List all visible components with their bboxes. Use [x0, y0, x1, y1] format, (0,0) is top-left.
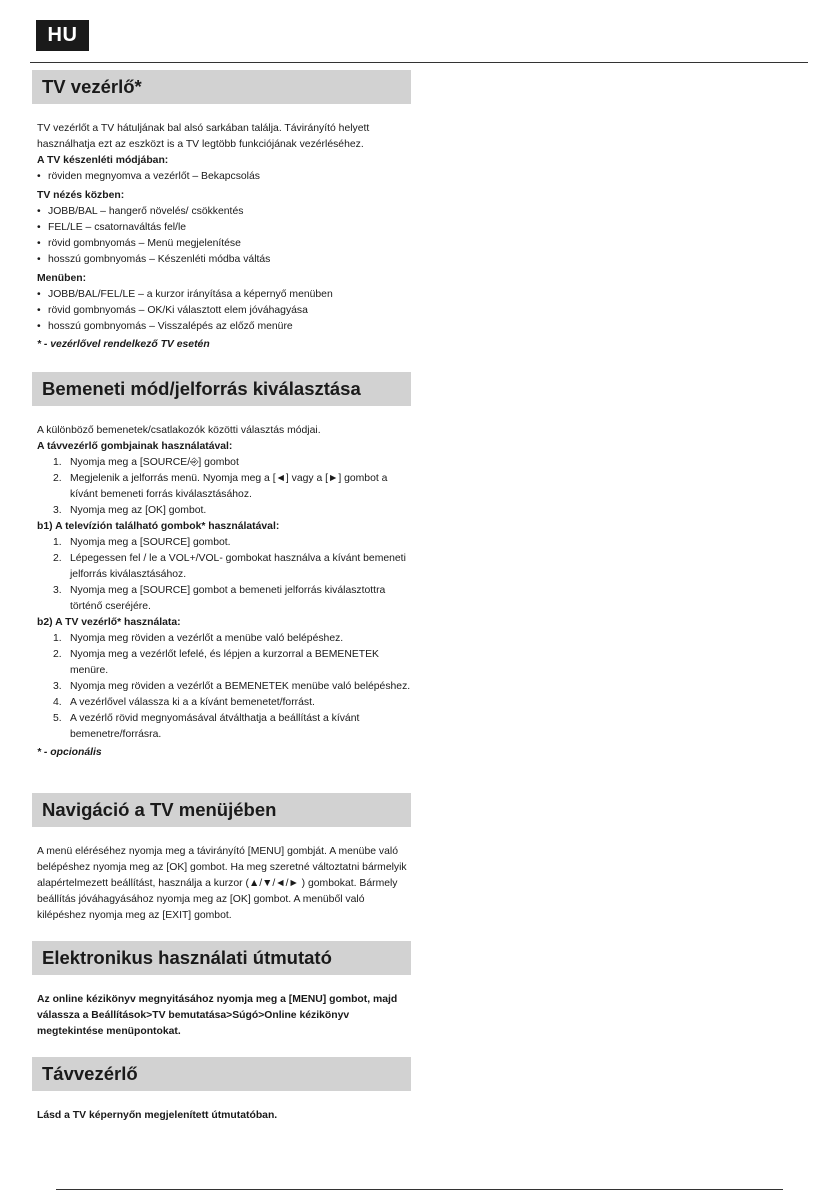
footnote: * - opcionális: [37, 747, 102, 758]
paragraph: TV vezérlőt a TV hátuljának bal alsó sarkában találja. Távirányító helyett használhatja ezt az eszközt is a TV legtöbb funkciójának vezérléséhez.: [37, 123, 370, 150]
section-title-menu-navigation: Navigáció a TV menüjében: [32, 793, 411, 827]
list-item: • rövid gombnyomás – OK/Ki választott elem jóváhagyása: [37, 303, 411, 319]
list-item: 3. Nyomja meg röviden a vezérlőt a BEMENETEK menübe való belépéshez.: [53, 681, 411, 692]
footnote: * - vezérlővel rendelkező TV esetén: [37, 339, 210, 350]
paragraph: Lásd a TV képernyőn megjelenített útmutatóban.: [37, 1110, 278, 1121]
list-item: • rövid gombnyomás – Menü megjelenítése: [37, 236, 411, 252]
paragraph: A menü eléréséhez nyomja meg a távirányító [MENU] gombját. A menübe való belépéshez nyomja meg az [OK] gombot. Ha meg szeretné változtatni bármelyik alapértelmezett beállítást, használja a kurzor (▲/▼/◄/► ) gombokat. Bármely beállítás jóváhagyásához nyomja meg az [OK] gombot. A menüből való kilépéshez nyomja meg az [EXIT] gombot.: [37, 846, 407, 921]
section-title-input-source: Bemeneti mód/jelforrás kiválasztása: [32, 372, 411, 406]
section-body-tv-controller: [37, 121, 411, 353]
subheading: Menüben:: [37, 273, 87, 284]
section-body-remote-control: [37, 1108, 411, 1124]
language-badge: HU: [36, 20, 89, 51]
list-item: • röviden megnyomva a vezérlőt – Bekapcsolás: [37, 169, 411, 185]
subheading: b1) A televízión található gombok* használatával:: [37, 521, 280, 532]
paragraph: A különböző bemenetek/csatlakozók közötti választás módjai.: [37, 425, 321, 436]
subheading: A TV készenléti módjában:: [37, 155, 169, 166]
subheading: A távvezérlő gombjainak használatával:: [37, 441, 233, 452]
section-body-input-source: [37, 423, 411, 761]
list-item: • FEL/LE – csatornaváltás fel/le: [37, 220, 411, 236]
list-item: 5. A vezérlő rövid megnyomásával átválthatja a beállítást a kívánt bemenetre/forrásra.: [53, 713, 360, 740]
list-item: 1. Nyomja meg a [SOURCE/⎆] gombot: [53, 457, 239, 468]
list-item: 3. Nyomja meg a [SOURCE] gombot a bemeneti jelforrás kiválasztottra történő cseréjére.: [53, 585, 386, 612]
list-item: 2. Megjelenik a jelforrás menü. Nyomja meg a [◄] vagy a [►] gombot a kívánt bemeneti forrás kiválasztásához.: [53, 473, 388, 500]
numbered-list: [37, 455, 411, 519]
list-item: • JOBB/BAL/FEL/LE – a kurzor irányítása a képernyő menüben: [37, 287, 411, 303]
bottom-divider: [56, 1189, 783, 1190]
top-divider: [30, 62, 808, 63]
section-title-e-manual: Elektronikus használati útmutató: [32, 941, 411, 975]
numbered-list: [37, 631, 411, 743]
subheading: TV nézés közben:: [37, 190, 125, 201]
bullet-list: [37, 169, 411, 185]
numbered-list: [37, 535, 411, 615]
list-item: 3. Nyomja meg az [OK] gombot.: [53, 505, 207, 516]
list-item: • JOBB/BAL – hangerő növelés/ csökkentés: [37, 204, 411, 220]
section-body-menu-navigation: [37, 844, 411, 924]
list-item: 1. Nyomja meg a [SOURCE] gombot.: [53, 537, 231, 548]
list-item: 2. Lépegessen fel / le a VOL+/VOL- gombokat használva a kívánt bemeneti jelforrás kiválasztásához.: [53, 553, 406, 580]
bullet-list: [37, 287, 411, 335]
section-body-e-manual: [37, 992, 411, 1040]
list-item: • hosszú gombnyomás – Visszalépés az előző menüre: [37, 319, 411, 335]
list-item: 2. Nyomja meg a vezérlőt lefelé, és lépjen a kurzorral a BEMENETEK menüre.: [53, 649, 379, 676]
subheading: b2) A TV vezérlő* használata:: [37, 617, 181, 628]
section-title-tv-controller: TV vezérlő*: [32, 70, 411, 104]
section-title-remote-control: Távvezérlő: [32, 1057, 411, 1091]
list-item: • hosszú gombnyomás – Készenléti módba váltás: [37, 252, 411, 268]
bullet-list: [37, 204, 411, 268]
paragraph: Az online kézikönyv megnyitásához nyomja meg a [MENU] gombot, majd válassza a Beállítások>TV bemutatása>Súgó>Online kézikönyv megtekintése menüpontokat.: [37, 994, 398, 1037]
list-item: 4. A vezérlővel válassza ki a a kívánt bemenetet/forrást.: [53, 697, 315, 708]
list-item: 1. Nyomja meg röviden a vezérlőt a menübe való belépéshez.: [53, 633, 344, 644]
